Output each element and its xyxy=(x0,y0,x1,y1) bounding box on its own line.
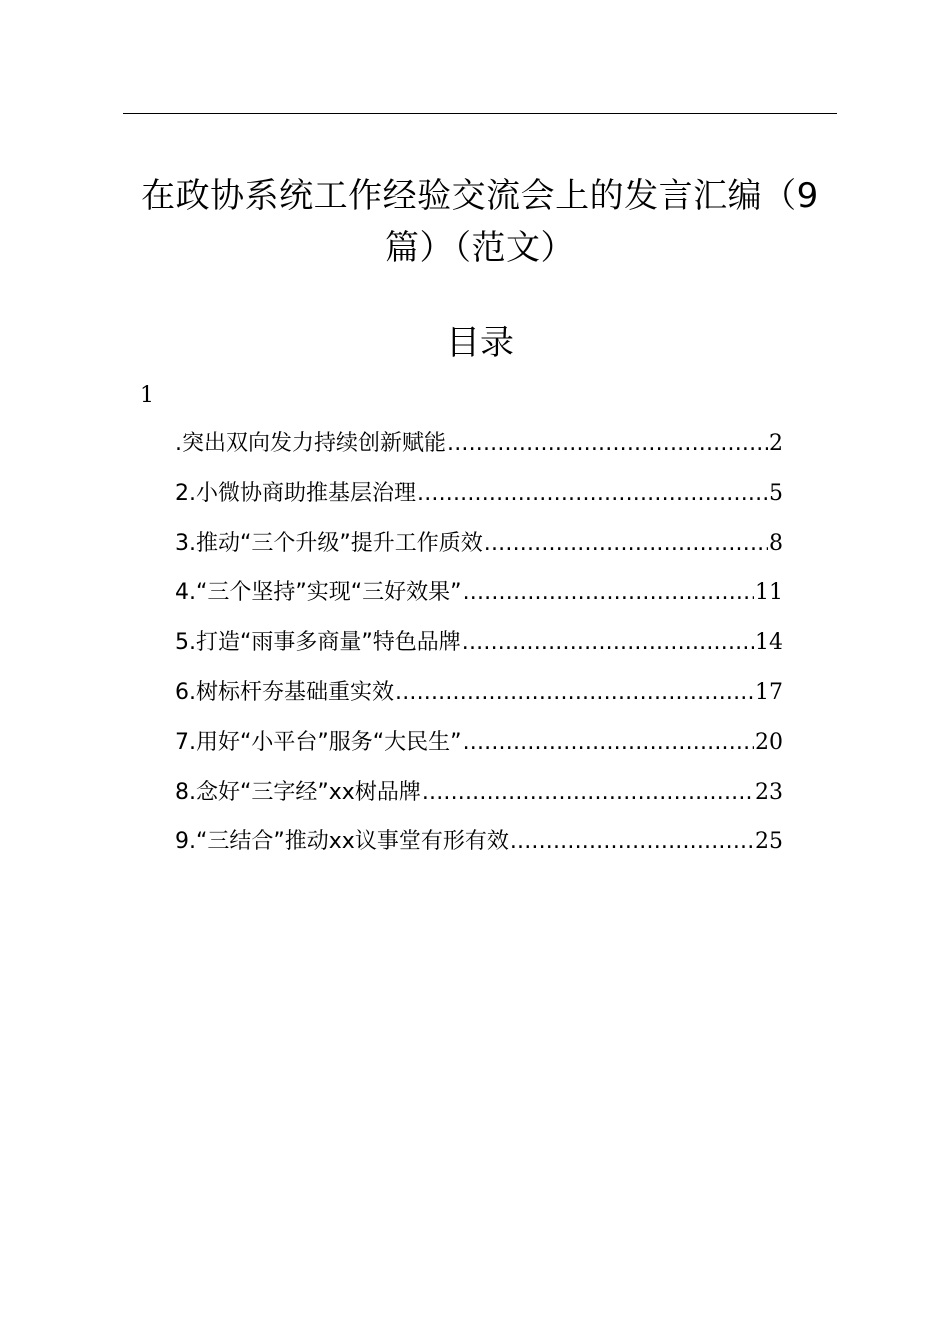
toc-entry[interactable] xyxy=(175,424,783,474)
toc-entry-label: 3.推动“三个升级”提升工作质效 xyxy=(175,530,483,556)
toc-entry-label: 8.念好“三字经”xx树品牌 xyxy=(175,779,421,805)
toc-dot-leader xyxy=(462,623,754,663)
toc-entry-page: 20 xyxy=(755,729,783,755)
toc-dot-leader xyxy=(510,822,754,862)
toc-entry-page: 8 xyxy=(769,530,783,556)
toc-entry[interactable] xyxy=(175,623,783,673)
document-title-line-2: 篇）（范文） xyxy=(385,228,575,268)
table-of-contents xyxy=(175,424,783,872)
toc-entry-page: 11 xyxy=(755,580,783,606)
toc-entry[interactable] xyxy=(175,573,783,623)
toc-entry-page: 14 xyxy=(755,630,783,656)
toc-entry[interactable] xyxy=(175,524,783,574)
toc-entry-label: 2.小微协商助推基层治理 xyxy=(175,480,416,506)
toc-dot-leader xyxy=(395,673,754,713)
toc-entry[interactable] xyxy=(175,822,783,872)
toc-entry-label: 7.用好“小平台”服务“大民生” xyxy=(175,729,462,755)
toc-entry[interactable] xyxy=(175,474,783,524)
document-title-line-1: 在政协系统工作经验交流会上的发言汇编（9 xyxy=(141,176,819,216)
toc-entry-page: 25 xyxy=(755,829,783,855)
toc-entry-page: 17 xyxy=(755,679,783,705)
toc-entry[interactable] xyxy=(175,773,783,823)
toc-entry-page: 2 xyxy=(769,431,783,456)
toc-entry-label: .突出双向发力持续创新赋能 xyxy=(175,431,446,456)
toc-entry-label: 6.树标杆夯基础重实效 xyxy=(175,679,394,705)
toc-entry[interactable] xyxy=(175,673,783,723)
toc-dot-leader xyxy=(463,573,754,613)
header-rule xyxy=(123,113,837,114)
toc-dot-leader xyxy=(447,424,768,464)
stray-page-number: 1 xyxy=(140,383,154,408)
toc-dot-leader xyxy=(422,773,754,813)
toc-entry-label: 5.打造“雨事多商量”特色品牌 xyxy=(175,630,461,656)
toc-heading: 目录 xyxy=(446,323,514,363)
toc-entry-page: 5 xyxy=(769,480,783,506)
toc-entry-label: 9.“三结合”推动xx议事堂有形有效 xyxy=(175,829,509,855)
toc-entry-page: 23 xyxy=(755,779,783,805)
toc-entry-label: 4.“三个坚持”实现“三好效果” xyxy=(175,580,462,606)
toc-dot-leader xyxy=(484,524,768,564)
toc-dot-leader xyxy=(417,474,768,514)
toc-dot-leader xyxy=(463,723,754,763)
document-title xyxy=(123,170,837,274)
toc-entry[interactable] xyxy=(175,723,783,773)
